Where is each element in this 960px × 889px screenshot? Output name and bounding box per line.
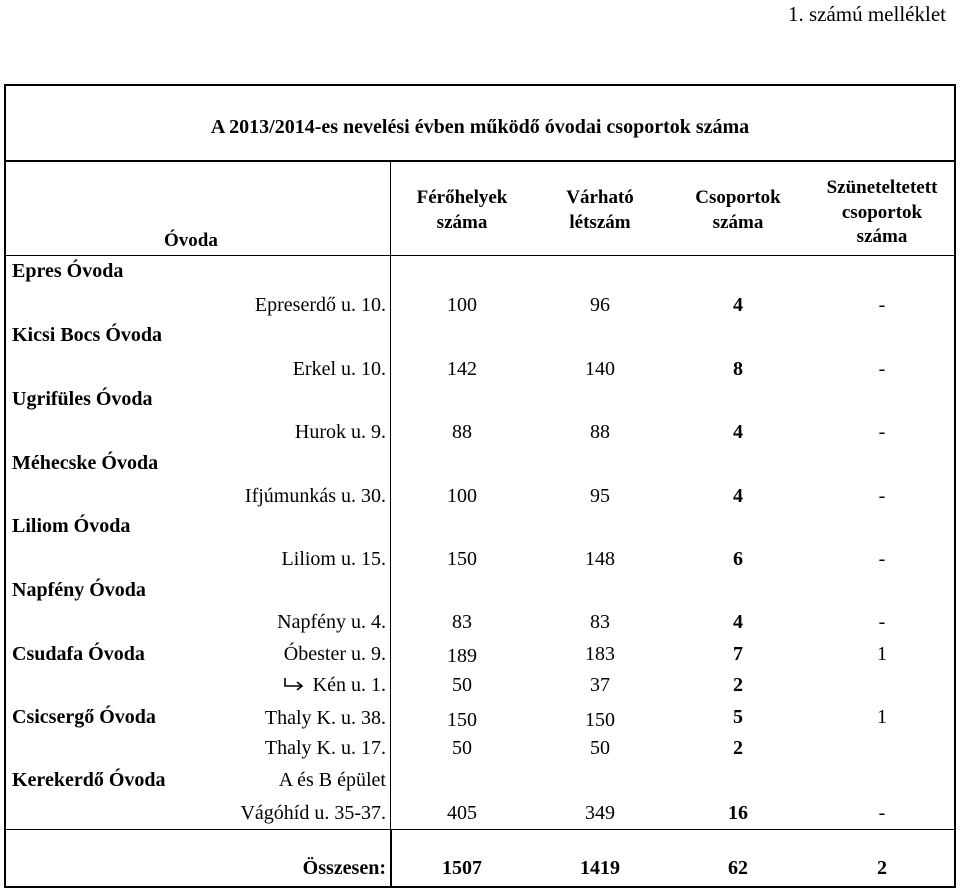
capacity-value: 50 <box>452 674 472 696</box>
header-varhato: Várható létszám <box>566 187 634 233</box>
attachment-label: 1. számú melléklet <box>787 2 946 26</box>
table-top-border <box>4 84 956 86</box>
capacity-value: 100 <box>447 485 477 507</box>
column-separator <box>390 162 391 829</box>
groups-value: 5 <box>733 706 743 728</box>
capacity-value: 150 <box>447 709 477 731</box>
address: A és B épület <box>278 769 386 791</box>
groups-value: 6 <box>733 548 743 570</box>
branch-address <box>281 674 386 697</box>
kindergarten-name: Kerekerdő Óvoda <box>12 769 166 791</box>
header-szuneteltetett: Szüneteltetett csoportok száma <box>826 177 938 248</box>
address: Napfény u. 4. <box>277 611 386 633</box>
address: Kén u. 1. <box>312 674 386 696</box>
table-title: A 2013/2014-es nevelési évben működő óvodai csoportok száma <box>210 116 750 138</box>
expected-count-value: 96 <box>590 294 610 316</box>
address: Ifjúmunkás u. 30. <box>244 485 386 507</box>
expected-count-value: 150 <box>585 709 615 731</box>
groups-value: 2 <box>733 674 743 696</box>
expected-count-value: 95 <box>590 485 610 507</box>
expected-count-value: 349 <box>585 802 615 824</box>
kindergarten-name: Epres Óvoda <box>12 260 124 282</box>
capacity-value: 189 <box>447 645 477 667</box>
capacity-value: 405 <box>447 802 477 824</box>
suspended-groups-value: - <box>878 802 886 824</box>
kindergarten-name: Ugrifüles Óvoda <box>12 388 153 410</box>
capacity-value: 150 <box>447 548 477 570</box>
total-suspended-groups: 2 <box>877 857 887 879</box>
table-bottom-border <box>4 886 956 888</box>
suspended-groups-value: - <box>878 358 886 380</box>
total-groups: 62 <box>728 857 748 879</box>
total-column-separator <box>390 829 392 887</box>
capacity-value: 50 <box>452 737 472 759</box>
kindergarten-name: Csudafa Óvoda <box>12 643 145 665</box>
branch-arrow-icon <box>281 674 305 697</box>
groups-value: 4 <box>733 485 743 507</box>
kindergarten-name: Liliom Óvoda <box>12 515 131 537</box>
groups-value: 4 <box>733 294 743 316</box>
expected-count-value: 88 <box>590 421 610 443</box>
capacity-value: 142 <box>447 358 477 380</box>
table-header-separator <box>4 255 956 256</box>
kindergarten-name: Napfény Óvoda <box>12 579 146 601</box>
suspended-groups-value: 1 <box>877 706 887 728</box>
capacity-value: 83 <box>452 611 472 633</box>
address: Thaly K. u. 17. <box>264 737 386 759</box>
table-left-border <box>4 84 6 888</box>
groups-value: 16 <box>728 802 748 824</box>
address: Hurok u. 9. <box>294 421 386 443</box>
header-csoportok: Csoportok száma <box>695 187 781 233</box>
capacity-value: 100 <box>447 294 477 316</box>
groups-value: 4 <box>733 611 743 633</box>
total-expected-count: 1419 <box>580 857 620 879</box>
capacity-value: 88 <box>452 421 472 443</box>
kindergarten-name: Csicsergő Óvoda <box>12 706 156 728</box>
address: Liliom u. 15. <box>281 548 386 570</box>
groups-value: 7 <box>733 643 743 665</box>
total-label: Összesen: <box>302 857 386 879</box>
groups-value: 8 <box>733 358 743 380</box>
expected-count-value: 50 <box>590 737 610 759</box>
table-total-separator <box>4 829 956 830</box>
suspended-groups-value: - <box>878 421 886 443</box>
suspended-groups-value: - <box>878 294 886 316</box>
address: Óbester u. 9. <box>283 643 386 665</box>
suspended-groups-value: - <box>878 611 886 633</box>
suspended-groups-value: - <box>878 485 886 507</box>
address: Erkel u. 10. <box>292 358 386 380</box>
table-title-separator <box>4 160 956 162</box>
address: Epreserdő u. 10. <box>254 294 386 316</box>
header-ovoda: Óvoda <box>164 230 218 251</box>
expected-count-value: 183 <box>585 643 615 665</box>
groups-value: 2 <box>733 737 743 759</box>
address: Vágóhíd u. 35-37. <box>240 802 386 824</box>
groups-value: 4 <box>733 421 743 443</box>
kindergarten-name: Méhecske Óvoda <box>12 452 159 474</box>
address: Thaly K. u. 38. <box>264 707 386 729</box>
expected-count-value: 37 <box>590 674 610 696</box>
total-capacity: 1507 <box>442 857 482 879</box>
suspended-groups-value: - <box>878 548 886 570</box>
header-ferohelyek: Férőhelyek száma <box>416 187 508 233</box>
expected-count-value: 83 <box>590 611 610 633</box>
expected-count-value: 148 <box>585 548 615 570</box>
suspended-groups-value: 1 <box>877 643 887 665</box>
expected-count-value: 140 <box>585 358 615 380</box>
kindergarten-name: Kicsi Bocs Óvoda <box>12 324 163 346</box>
